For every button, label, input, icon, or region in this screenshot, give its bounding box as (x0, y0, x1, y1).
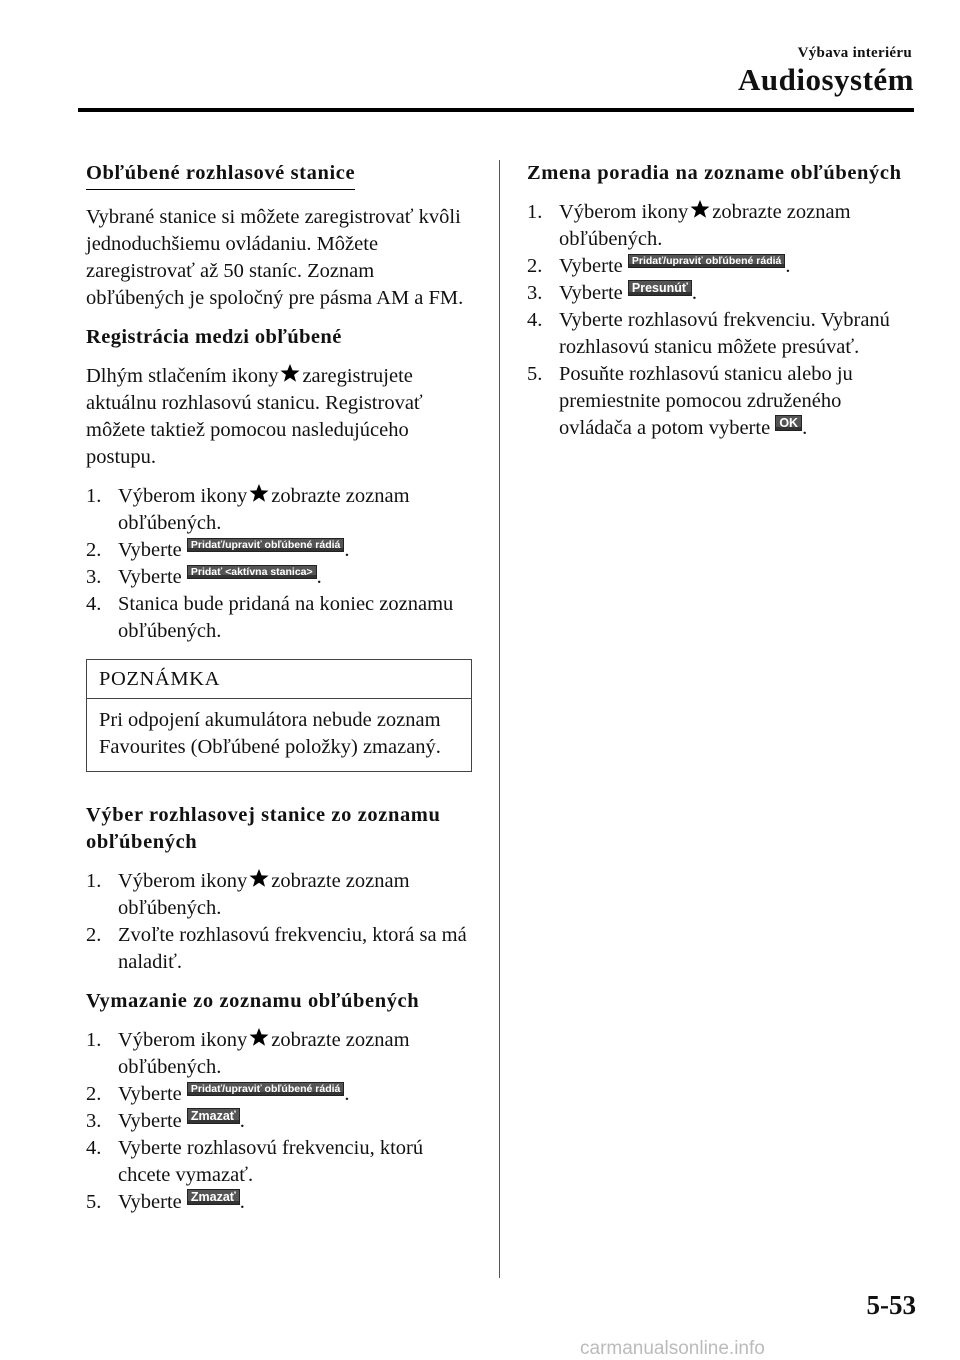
list-item: 4. Stanica bude pridaná na koniec zoznamu obľúbených. (86, 593, 454, 642)
list-item: 3. Vyberte Zmazať . (86, 1109, 245, 1132)
page-number: 5-53 (866, 1290, 916, 1320)
star-icon (280, 363, 300, 383)
reorder-steps (527, 199, 912, 442)
registration-heading: Registrácia medzi obľúbené (86, 326, 342, 348)
add-edit-favorites-button: Pridať/upraviť obľúbené rádiá (187, 1082, 344, 1096)
registration-paragraph: Dlhým stlačením ikony zaregistrujete aktuálnu rozhlasovú stanicu. Registrovať môžete taktiež pomocou nasledujúceho postupu. (86, 365, 423, 468)
star-icon (249, 1027, 269, 1047)
note-text: Pri odpojení akumulátora nebude zoznam Favourites (Obľúbené položky) zmazaný. (99, 709, 441, 758)
select-station-heading: Výber rozhlasovej stanice zo zoznamu obľúbených (86, 804, 441, 853)
list-item: 2. Zvoľte rozhlasovú frekvenciu, ktorá sa má naladiť. (86, 924, 467, 973)
favorites-heading: Obľúbené rozhlasové stanice (86, 160, 355, 190)
select-steps (86, 868, 470, 976)
list-item: 1. Výberom ikony zobrazte zoznam obľúbených. (86, 485, 410, 534)
star-icon (249, 868, 269, 888)
favorites-intro: Vybrané stanice si môžete zaregistrovať kvôli jednoduchšiemu ovládaniu. Môžete zaregistrovať až 50 staníc. Zoznam obľúbených je spoločný pre pásma AM a FM. (86, 206, 464, 309)
watermark: carmanualsonline.info (580, 1338, 765, 1359)
note-title: POZNÁMKA (87, 660, 471, 699)
list-item: 3. Vyberte Presunúť . (527, 281, 698, 304)
list-item: 2. Vyberte Pridať/upraviť obľúbené rádiá . (86, 1083, 350, 1105)
star-icon (249, 483, 269, 503)
list-item: 3. Vyberte Pridať <aktívna stanica> . (86, 566, 322, 588)
add-edit-favorites-button: Pridať/upraviť obľúbené rádiá (628, 254, 785, 268)
add-edit-favorites-button: Pridať/upraviť obľúbené rádiá (187, 538, 344, 552)
note-box (86, 659, 472, 772)
list-item: 2. Vyberte Pridať/upraviť obľúbené rádiá . (86, 539, 350, 561)
list-item: 1. Výberom ikony zobrazte zoznam obľúbených. (527, 201, 851, 250)
move-button: Presunúť (628, 280, 692, 296)
list-item: 1. Výberom ikony zobrazte zoznam obľúbených. (86, 870, 410, 919)
list-item: 4. Vyberte rozhlasovú frekvenciu. Vybranú rozhlasovú stanicu môžete presúvať. (527, 309, 890, 358)
star-icon (690, 199, 710, 219)
page-title: Audiosystém (737, 62, 914, 97)
header-rule (78, 108, 914, 112)
column-divider (499, 160, 500, 1278)
list-item: 5. Vyberte Zmazať . (86, 1190, 245, 1213)
list-item: 1. Výberom ikony zobrazte zoznam obľúbených. (86, 1029, 410, 1078)
delete-button: Zmazať (187, 1108, 240, 1124)
add-active-station-button: Pridať <aktívna stanica> (187, 565, 317, 579)
header-section-label: Výbava interiéru (797, 45, 912, 61)
ok-button: OK (775, 415, 802, 431)
delete-steps (86, 1027, 470, 1216)
delete-button: Zmazať (187, 1189, 240, 1205)
list-item: 5. Posuňte rozhlasovú stanicu alebo ju premiestnite pomocou združeného ovládača a potom vyberte OK . (527, 363, 853, 439)
right-column (527, 160, 912, 454)
registration-steps (86, 483, 470, 645)
list-item: 2. Vyberte Pridať/upraviť obľúbené rádiá . (527, 255, 791, 277)
delete-heading: Vymazanie zo zoznamu obľúbených (86, 990, 420, 1012)
reorder-heading: Zmena poradia na zozname obľúbených (527, 162, 902, 184)
list-item: 4. Vyberte rozhlasovú frekvenciu, ktorú chcete vymazať. (86, 1137, 424, 1186)
left-column (86, 160, 470, 1228)
